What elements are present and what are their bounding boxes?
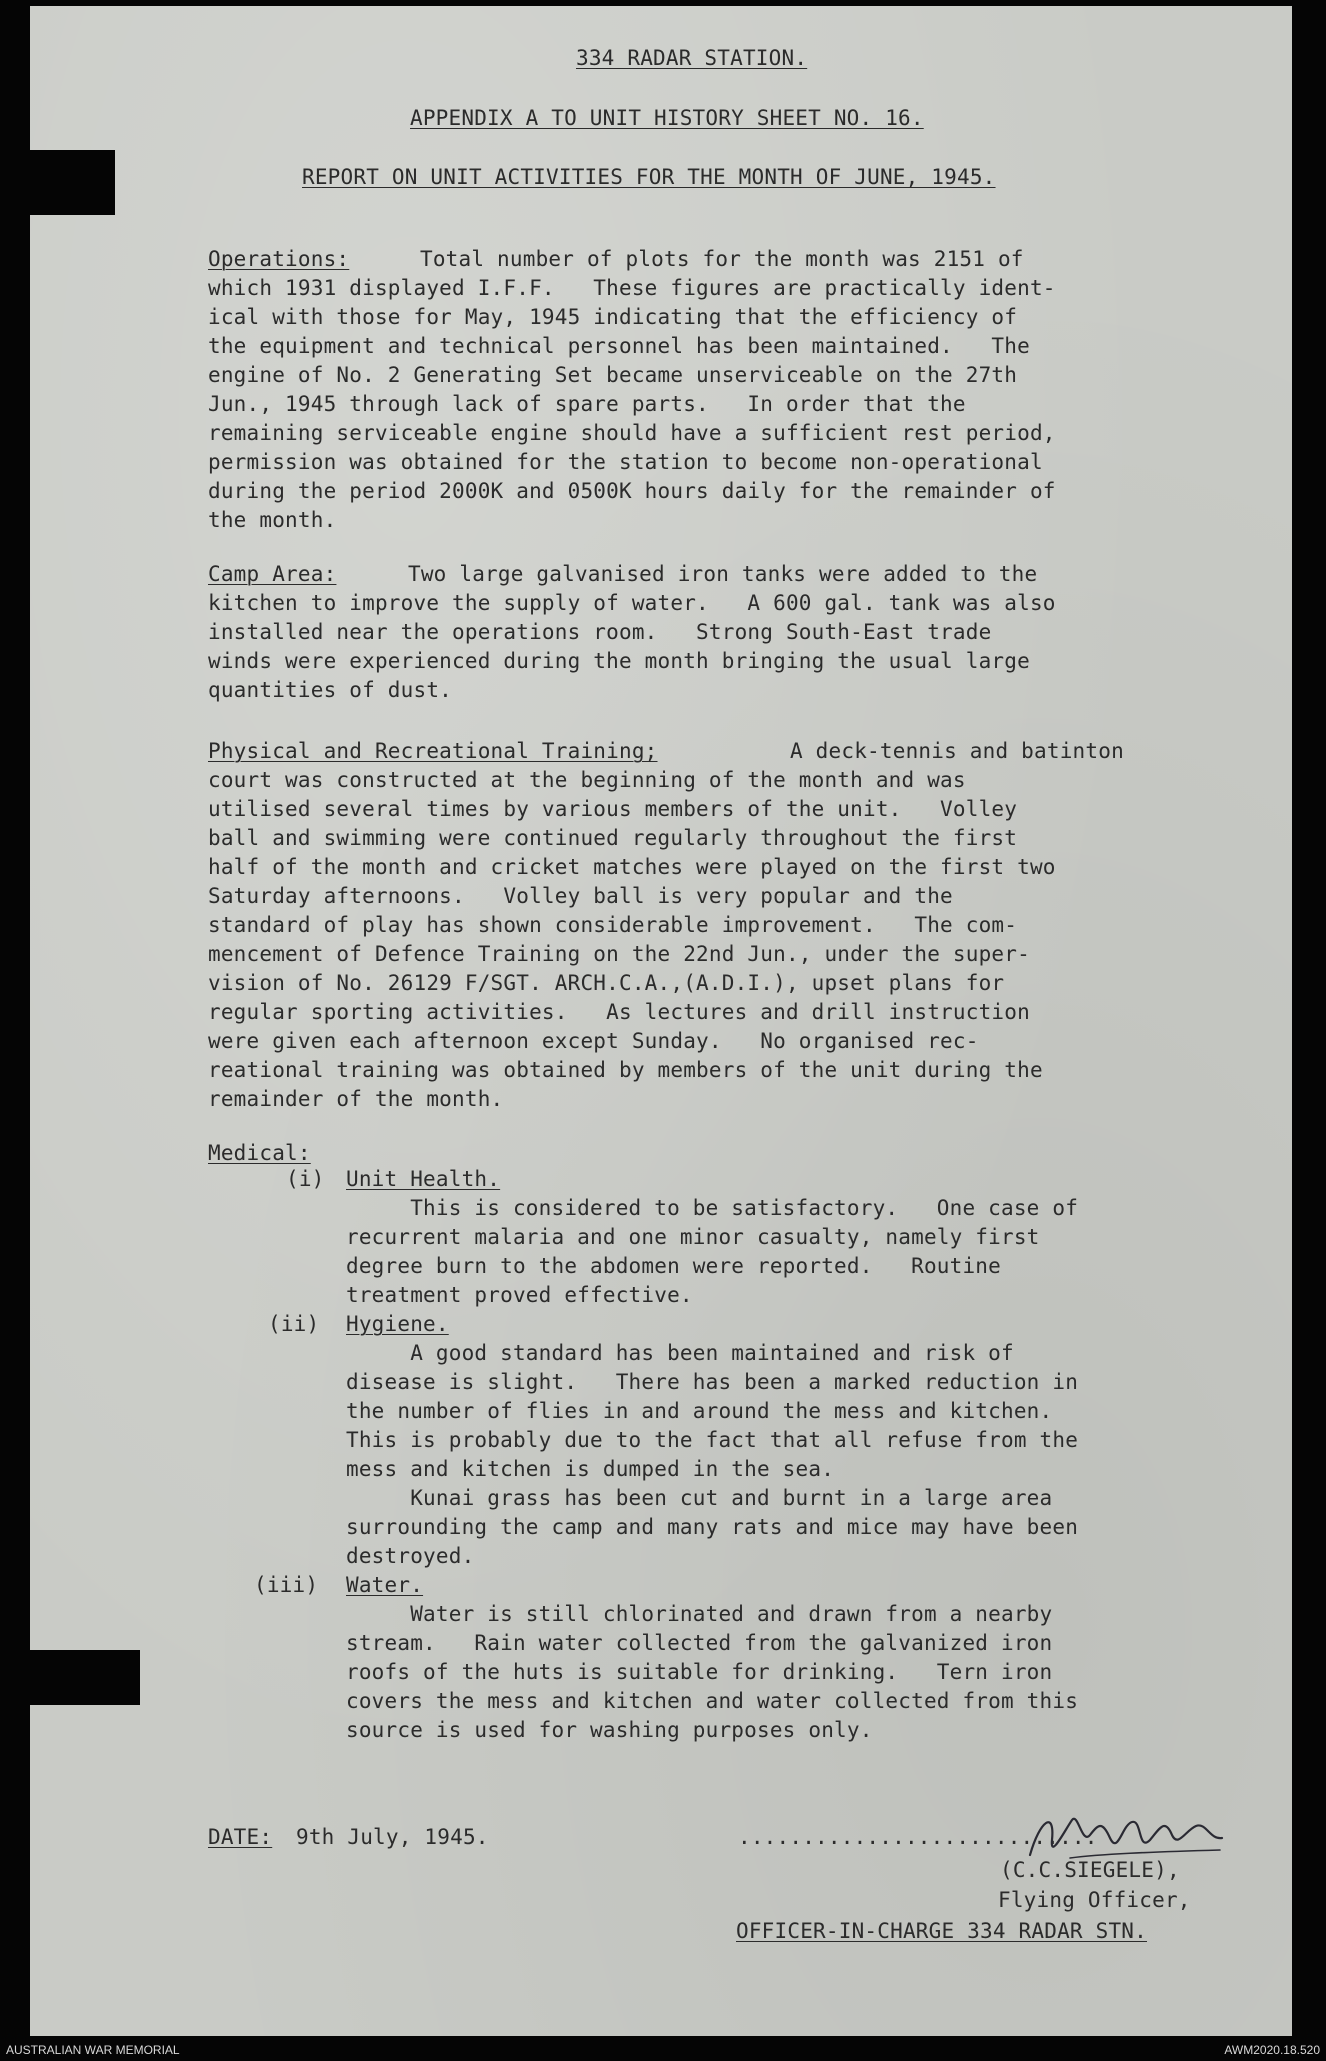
hygiene-line: mess and kitchen is dumped in the sea. — [346, 1457, 835, 1481]
camp-line: Two large galvanised iron tanks were added to the — [408, 562, 1038, 586]
operations-line: remaining serviceable engine should have a sufficient rest period, — [208, 421, 1056, 445]
footer-credit: AUSTRALIAN WAR MEMORIAL — [6, 2043, 180, 2057]
health-line: treatment proved effective. — [346, 1283, 693, 1307]
hygiene-line: Kunai grass has been cut and burnt in a large area — [346, 1486, 1053, 1510]
physical-line: court was constructed at the beginning of the month and was — [208, 768, 966, 792]
physical-line: A deck-tennis and batinton — [790, 739, 1124, 763]
health-line: recurrent malaria and one minor casualty, namely first — [346, 1225, 1040, 1249]
health-title: Unit Health. — [346, 1167, 501, 1191]
camp-line: quantities of dust. — [208, 678, 453, 702]
date-label: DATE: — [208, 1825, 273, 1849]
signature-dots: ............................ — [738, 1825, 1098, 1849]
signatory-role: OFFICER-IN-CHARGE 334 RADAR STN. — [736, 1919, 1147, 1943]
operations-line: engine of No. 2 Generating Set became unserviceable on the 27th — [208, 363, 1018, 387]
camp-line: winds were experienced during the month bringing the usual large — [208, 649, 1030, 673]
operations-line: permission was obtained for the station to become non-operational — [208, 450, 1043, 474]
operations-line: ical with those for May, 1945 indicating that the efficiency of — [208, 305, 1018, 329]
hygiene-line: surrounding the camp and many rats and mice may have been — [346, 1515, 1079, 1539]
water-line: stream. Rain water collected from the galvanized iron — [346, 1631, 1053, 1655]
hygiene-title: Hygiene. — [346, 1312, 449, 1336]
water-title: Water. — [346, 1573, 424, 1597]
health-number: (i) — [286, 1167, 325, 1191]
water-line: source is used for washing purposes only. — [346, 1718, 873, 1742]
hygiene-number: (ii) — [268, 1312, 320, 1336]
health-line: This is considered to be satisfactory. One case of — [346, 1196, 1079, 1220]
hygiene-line: A good standard has been maintained and risk of — [346, 1341, 1014, 1365]
signatory-name: (C.C.SIEGELE), — [1000, 1858, 1180, 1882]
physical-line: remainder of the month. — [208, 1087, 504, 1111]
hygiene-line: disease is slight. There has been a marked reduction in — [346, 1370, 1079, 1394]
date-value: 9th July, 1945. — [296, 1825, 489, 1849]
operations-heading: Operations: — [208, 247, 350, 271]
station-title: 334 RADAR STATION. — [576, 46, 808, 70]
physical-heading: Physical and Recreational Training; — [208, 739, 658, 763]
hygiene-line: destroyed. — [346, 1544, 475, 1568]
operations-line: the equipment and technical personnel has been maintained. The — [208, 334, 1030, 358]
physical-line: vision of No. 26129 F/SGT. ARCH.C.A.,(A.D.I.), upset plans for — [208, 971, 1005, 995]
hygiene-line: This is probably due to the fact that all refuse from the — [346, 1428, 1079, 1452]
physical-line: mencement of Defence Training on the 22nd Jun., under the super- — [208, 942, 1030, 966]
operations-line: Jun., 1945 through lack of spare parts. In order that the — [208, 392, 966, 416]
physical-line: ball and swimming were continued regularly throughout the first — [208, 826, 1018, 850]
physical-line: regular sporting activities. As lectures and drill instruction — [208, 1000, 1030, 1024]
operations-line: Total number of plots for the month was 2151 of — [420, 247, 1024, 271]
handwritten-signature — [1010, 1800, 1240, 1870]
water-line: Water is still chlorinated and drawn from a nearby — [346, 1602, 1053, 1626]
physical-line: reational training was obtained by members of the unit during the — [208, 1058, 1043, 1082]
camp-line: installed near the operations room. Strong South-East trade — [208, 620, 992, 644]
physical-line: standard of play has shown considerable improvement. The com- — [208, 913, 1018, 937]
medical-heading: Medical: — [208, 1141, 311, 1165]
camp-line: kitchen to improve the supply of water. A 600 gal. tank was also — [208, 591, 1056, 615]
camp-heading: Camp Area: — [208, 562, 337, 586]
health-line: degree burn to the abdomen were reported. Routine — [346, 1254, 1001, 1278]
footer-accession: AWM2020.18.520 — [1224, 2043, 1320, 2057]
physical-line: were given each afternoon except Sunday. No organised rec- — [208, 1029, 979, 1053]
physical-line: half of the month and cricket matches were played on the first two — [208, 855, 1056, 879]
physical-line: Saturday afternoons. Volley ball is very popular and the — [208, 884, 953, 908]
operations-line: which 1931 displayed I.F.F. These figures are practically ident- — [208, 276, 1056, 300]
operations-line: the month. — [208, 508, 337, 532]
signatory-rank: Flying Officer, — [998, 1888, 1191, 1912]
hygiene-line: the number of flies in and around the mess and kitchen. — [346, 1399, 1053, 1423]
appendix-title: APPENDIX A TO UNIT HISTORY SHEET NO. 16. — [410, 106, 924, 130]
water-line: covers the mess and kitchen and water collected from this — [346, 1689, 1079, 1713]
report-title: REPORT ON UNIT ACTIVITIES FOR THE MONTH OF JUNE, 1945. — [302, 165, 996, 189]
water-number: (iii) — [254, 1573, 319, 1597]
physical-line: utilised several times by various members of the unit. Volley — [208, 797, 1018, 821]
water-line: roofs of the huts is suitable for drinking. Tern iron — [346, 1660, 1053, 1684]
operations-line: during the period 2000K and 0500K hours daily for the remainder of — [208, 479, 1056, 503]
